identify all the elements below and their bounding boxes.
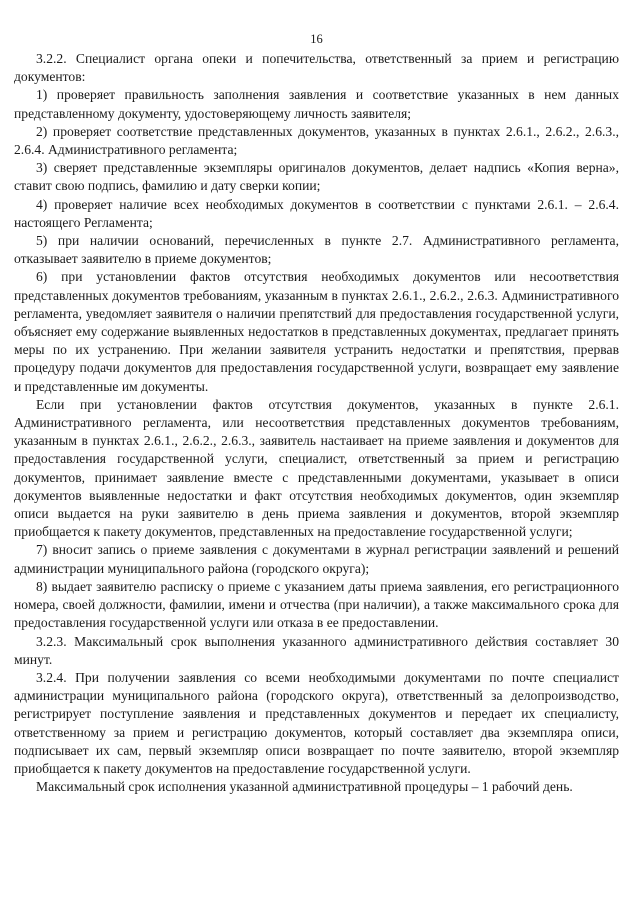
list-item-3: 3) сверяет представленные экземпляры оригиналов документов, делает надпись «Копия верна», ставит свою подпись, фамилию и дату сверки копии;	[14, 160, 619, 194]
paragraph-3-2-2: 3.2.2. Специалист органа опеки и попечительства, ответственный за прием и регистрацию документов:	[14, 51, 619, 85]
list-item-8: 8) выдает заявителю расписку о приеме с указанием даты приема заявления, его регистрационного номера, своей должности, фамилии, имени и отчества (при наличии), а также максимального срока для предоставления государственной услуги или отказа в ее предоставлении.	[14, 578, 619, 631]
list-item-7: 7) вносит запись о приеме заявления с документами в журнал регистрации заявлений и решений администрации муниципального района (городского округа);	[14, 542, 619, 576]
paragraph-missing-documents: Если при установлении фактов отсутствия документов, указанных в пункте 2.6.1. Административного регламента, или несоответствия представленных документов требованиям, указанным в пунктах 2.6.1., 2.6.2., 2.6.3., заявитель настаивает на приеме заявления и документов для предоставления государственной услуги, специалист, ответственный за прием и регистрацию документов, принимает заявление вместе с представленными документами, указывает в описи документов выявленные недостатки и факт отсутствия необходимых документов, один экземпляр описи выдается на руки заявителю в день приема заявления и документов, второй экземпляр приобщается к пакету документов, представленных на предоставление государственной услуги;	[14, 396, 619, 540]
list-item-5: 5) при наличии оснований, перечисленных в пункте 2.7. Административного регламента, отказывает заявителю в приеме документов;	[14, 233, 619, 267]
paragraph-3-2-3: 3.2.3. Максимальный срок выполнения указанного административного действия составляет 30 минут.	[14, 633, 619, 667]
list-item-2: 2) проверяет соответствие представленных документов, указанных в пунктах 2.6.1., 2.6.2., 2.6.3., 2.6.4. Административного регламента;	[14, 123, 619, 158]
list-item-6: 6) при установлении фактов отсутствия необходимых документов или несоответствия представленных документов требованиям, указанным в пунктах 2.6.1., 2.6.2., 2.6.3. Административного регламента, уведомляет заявителя о наличии препятствий для предоставления государственной услуги, объясняет ему содержание выявленных недостатков в представленных документах, предлагает принять меры по их устранению. При желании заявителя устранить недостатки и препятствия, прервав процедуру подачи документов для предоставления государственной услуги, возвращает ему заявление и представленные им документы.	[14, 269, 619, 394]
list-item-4: 4) проверяет наличие всех необходимых документов в соответствии с пунктами 2.6.1. – 2.6.4. настоящего Регламента;	[14, 196, 619, 230]
page-number: 16	[310, 32, 323, 46]
paragraph-max-duration: Максимальный срок исполнения указанной административной процедуры – 1 рабочий день.	[36, 779, 573, 795]
paragraph-3-2-4: 3.2.4. При получении заявления со всеми необходимыми документами по почте специалист администрации муниципального района (городского округа), ответственный за делопроизводство, регистрирует поступление заявления и представленных документов и передает их специалисту, ответственному за прием и регистрацию документов, который составляет два экземпляра описи, подписывает их сам, первый экземпляр описи возвращает по почте заявителю, второй экземпляр приобщается к пакету документов на предоставление государственной услуги.	[14, 669, 619, 776]
list-item-1: 1) проверяет правильность заполнения заявления и соответствие указанных в нем данных представленному документу, удостоверяющему личность заявителя;	[14, 87, 619, 121]
